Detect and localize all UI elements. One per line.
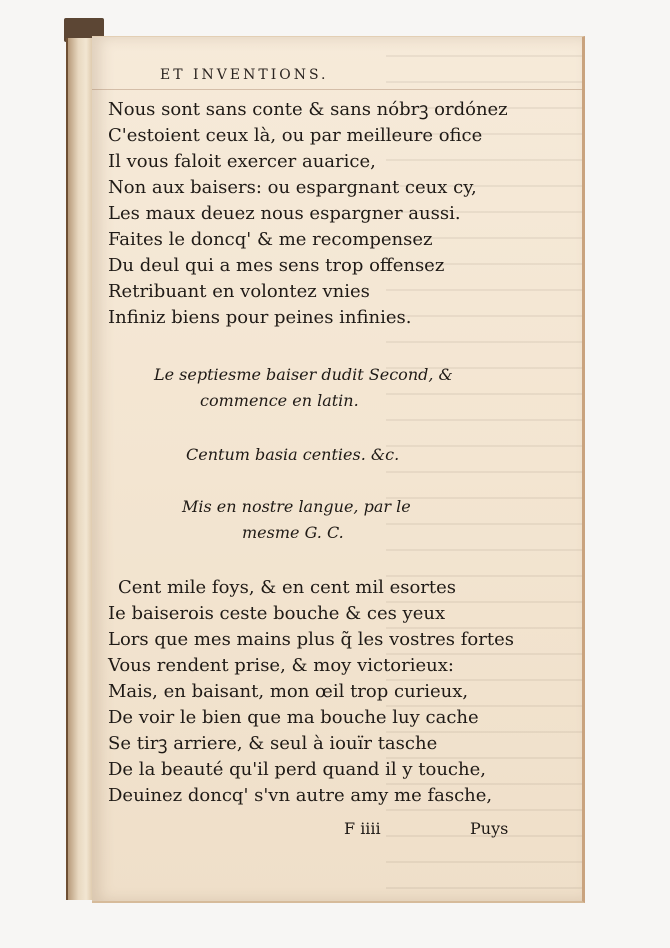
running-head: ET INVENTIONS. [160,67,329,83]
book-spine [66,38,94,900]
verse-line: Faites le doncq' & me recompensez [108,229,433,250]
stanza-2 [108,575,514,809]
verse-line: Il vous faloit exercer auarice, [108,151,376,172]
translation-note-line-1: Mis en nostre langue, par le [182,497,411,516]
verse-line: Les maux deuez nous espargner aussi. [108,203,461,224]
verse-line: De voir le bien que ma bouche luy cache [108,707,479,728]
section-heading-line-2: commence en latin. [200,391,359,410]
section-heading-line-1: Le septiesme baiser dudit Second, & [154,365,453,384]
verse-line: Ie baiserois ceste bouche & ces yeux [108,603,446,624]
verse-line: Se tirꝫ arriere, & seul à iouïr tasche [108,733,438,754]
verse-line: Vous rendent prise, & moy victorieux: [108,655,454,676]
verse-line: Nous sont sans conte & sans nóbrꝫ ordónez [108,99,508,120]
verse-line: Cent mile foys, & en cent mil esortes [118,577,457,598]
verse-line: De la beauté qu'il perd quand il y touche, [108,759,486,780]
catchword: Puys [470,819,509,838]
signature-mark: F iiii [344,819,381,838]
verse-line: Deuinez doncq' s'vn autre amy me fasche, [108,785,493,806]
verse-line: Infiniz biens pour peines infinies. [108,307,412,328]
verse-line: Du deul qui a mes sens trop offensez [108,255,445,276]
header-rule [92,89,582,90]
book-page [92,36,585,903]
latin-incipit: Centum basia centies. &c. [186,445,400,464]
verse-line: Lors que mes mains plus q̃ les vostres fortes [108,629,514,650]
translation-note-line-2: mesme G. C. [242,523,344,542]
verse-line: C'estoient ceux là, ou par meilleure ofice [108,125,483,146]
verse-line: Non aux baisers: ou espargnant ceux cy, [108,177,477,198]
verse-line: Mais, en baisant, mon œil trop curieux, [108,681,469,702]
verse-line: Retribuant en volontez vnies [108,281,370,302]
stanza-1 [108,97,508,331]
